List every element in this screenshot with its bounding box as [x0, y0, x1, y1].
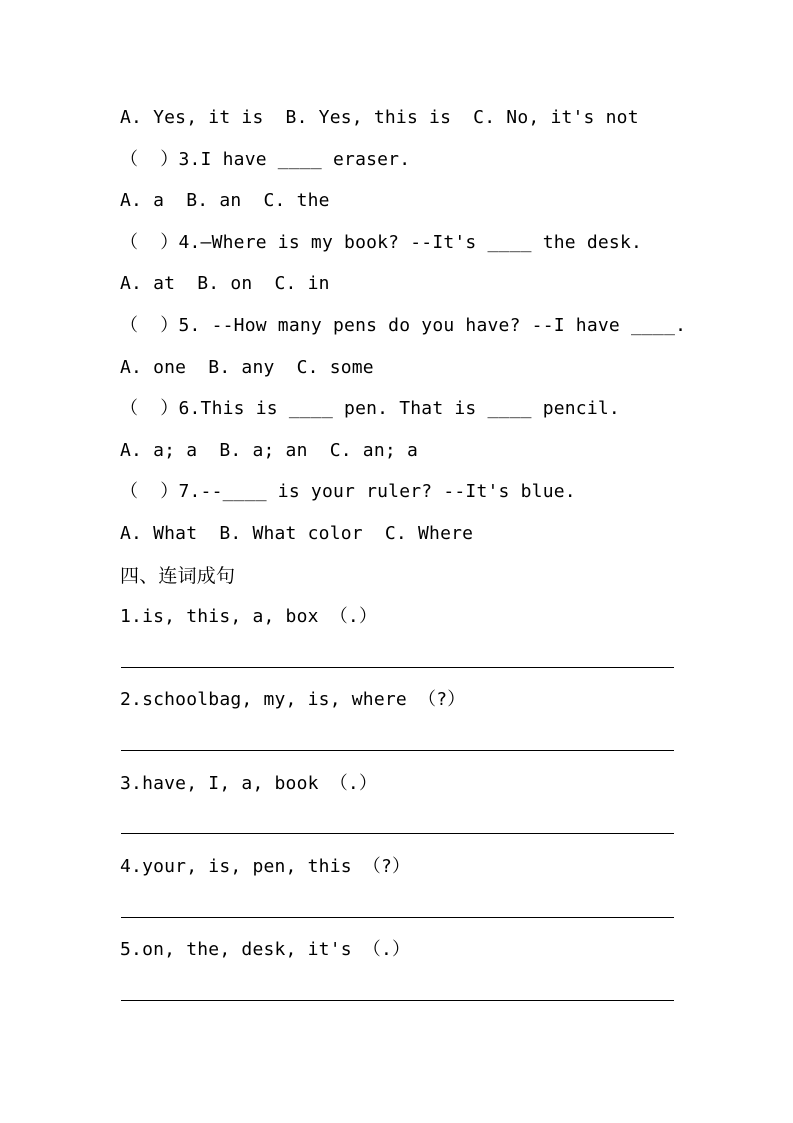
sentence-item-3: 3.have, I, a, book （.） [120, 773, 378, 794]
q7-question: （ ）7.--____ is your ruler? --It's blue. [120, 481, 576, 502]
q2-options: A. Yes, it is B. Yes, this is C. No, it's not [120, 107, 639, 128]
q3-question: （ ）3.I have ____ eraser. [120, 149, 411, 170]
sentence-item-1: 1.is, this, a, box （.） [120, 606, 378, 627]
answer-line-2[interactable] [121, 750, 674, 751]
answer-line-1[interactable] [121, 667, 674, 668]
q5-question: （ ）5. --How many pens do you have? --I have ____. [120, 315, 687, 336]
sentence-item-4: 4.your, is, pen, this （?） [120, 856, 411, 877]
q5-options: A. one B. any C. some [120, 357, 374, 378]
sentence-item-5: 5.on, the, desk, it's （.） [120, 939, 411, 960]
q7-options: A. What B. What color C. Where [120, 523, 474, 544]
q6-question: （ ）6.This is ____ pen. That is ____ pencil. [120, 398, 620, 419]
q3-options: A. a B. an C. the [120, 190, 330, 211]
answer-line-3[interactable] [121, 833, 674, 834]
q6-options: A. a; a B. a; an C. an; a [120, 440, 418, 461]
q4-question: （ ）4.—Where is my book? --It's ____ the desk. [120, 232, 643, 253]
answer-line-4[interactable] [121, 917, 674, 918]
section-heading: 四、连词成句 [120, 565, 236, 587]
sentence-item-2: 2.schoolbag, my, is, where （?） [120, 689, 466, 710]
q4-options: A. at B. on C. in [120, 273, 330, 294]
answer-line-5[interactable] [121, 1000, 674, 1001]
